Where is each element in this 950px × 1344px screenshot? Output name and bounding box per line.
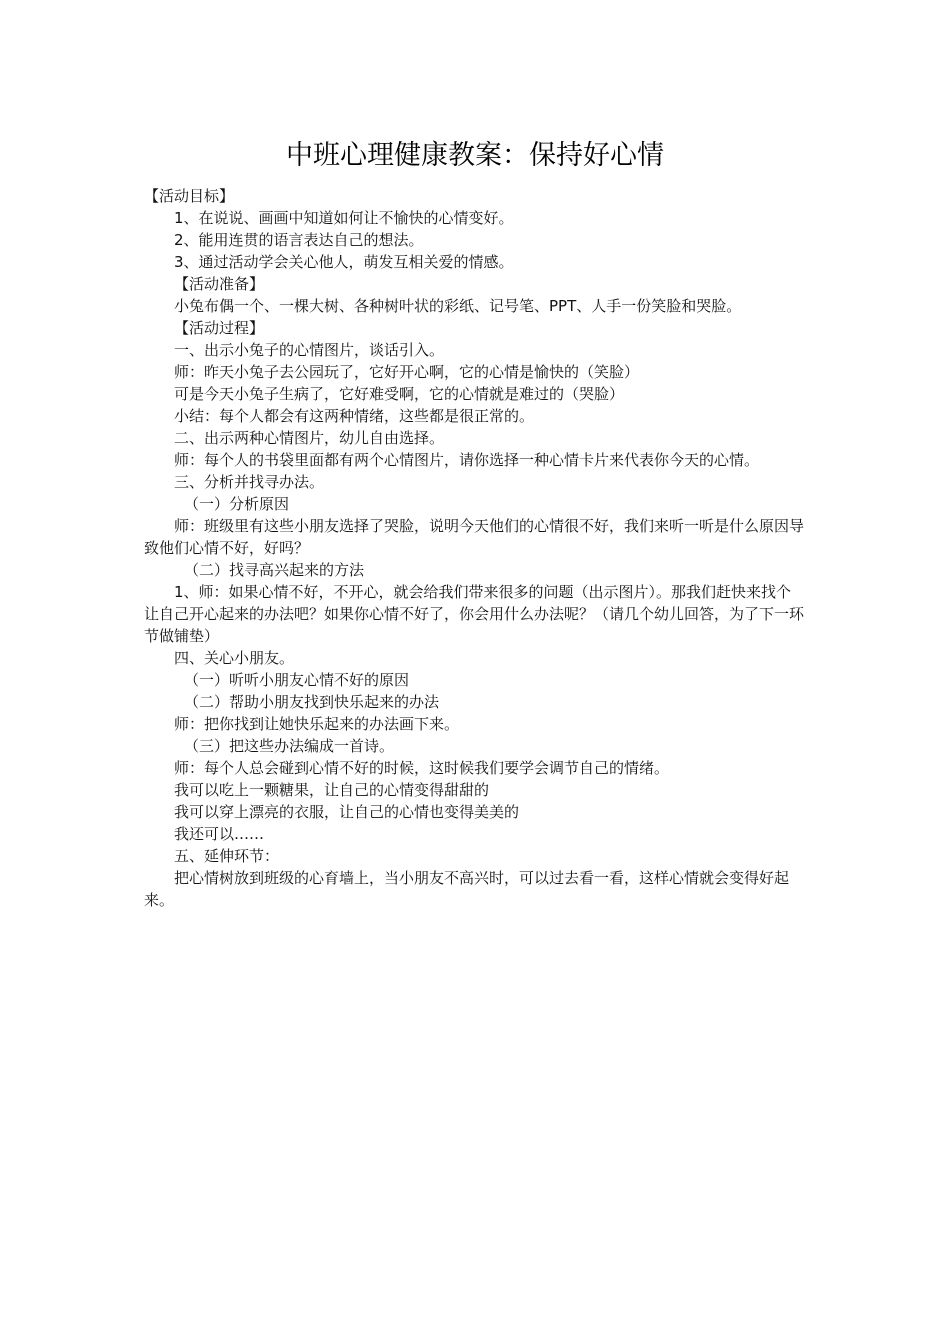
goal-item-2: 2、能用连贯的语言表达自己的想法。: [174, 231, 424, 249]
sub-step: （二）帮助小朋友找到快乐起来的办法: [184, 693, 440, 711]
process-step-2: 二、出示两种心情图片，幼儿自由选择。: [174, 429, 445, 447]
paragraph: 师：班级里有这些小朋友选择了哭脸，说明今天他们的心情很不好，我们来听一听是什么原因导致他们心情不好，好吗？: [144, 517, 805, 557]
document-body: [144, 185, 804, 911]
poem-line: 我可以吃上一颗糖果，让自己的心情变得甜甜的: [174, 781, 490, 799]
poem-line: 我可以穿上漂亮的衣服，让自己的心情也变得美美的: [174, 803, 520, 821]
section-heading-preparation: 【活动准备】: [174, 275, 265, 293]
process-step-5: 五、延伸环节：: [174, 847, 280, 865]
paragraph: 师：每个人的书袋里面都有两个心情图片，请你选择一种心情卡片来代表你今天的心情。: [174, 451, 760, 469]
sub-step: （二）找寻高兴起来的方法: [184, 561, 365, 579]
goal-item-3: 3、通过活动学会关心他人，萌发互相关爱的情感。: [174, 253, 514, 271]
document-title: 中班心理健康教案：保持好心情: [286, 140, 664, 171]
process-step-1: 一、出示小兔子的心情图片，谈话引入。: [174, 341, 445, 359]
preparation-text: 小兔布偶一个、一棵大树、各种树叶状的彩纸、记号笔、PPT、人手一份笑脸和哭脸。: [174, 297, 742, 315]
paragraph: 可是今天小兔子生病了，它好难受啊，它的心情就是难过的（哭脸）: [174, 385, 625, 403]
paragraph: 小结：每个人都会有这两种情绪，这些都是很正常的。: [174, 407, 535, 425]
poem-line: 我还可以……: [174, 825, 265, 843]
paragraph: 师：把你找到让她快乐起来的办法画下来。: [174, 715, 460, 733]
section-heading-goals: 【活动目标】: [144, 187, 235, 205]
sub-step: （三）把这些办法编成一首诗。: [184, 737, 395, 755]
goal-item-1: 1、在说说、画画中知道如何让不愉快的心情变好。: [174, 209, 514, 227]
paragraph: 把心情树放到班级的心育墙上，当小朋友不高兴时，可以过去看一看，这样心情就会变得好起来。: [144, 869, 790, 909]
paragraph: 师：昨天小兔子去公园玩了，它好开心啊，它的心情是愉快的（笑脸）: [174, 363, 640, 381]
sub-step: （一）分析原因: [184, 495, 290, 513]
section-heading-process: 【活动过程】: [174, 319, 265, 337]
paragraph: 师：每个人总会碰到心情不好的时候，这时候我们要学会调节自己的情绪。: [174, 759, 670, 777]
process-step-4: 四、关心小朋友。: [174, 649, 295, 667]
process-step-3: 三、分析并找寻办法。: [174, 473, 325, 491]
sub-step: （一）听听小朋友心情不好的原因: [184, 671, 410, 689]
paragraph: 1、师：如果心情不好，不开心，就会给我们带来很多的问题（出示图片）。那我们赶快来找个让自己开心起来的办法吧？如果你心情不好了，你会用什么办法呢？（请几个幼儿回答，为了下一环节做铺垫）: [144, 583, 805, 645]
